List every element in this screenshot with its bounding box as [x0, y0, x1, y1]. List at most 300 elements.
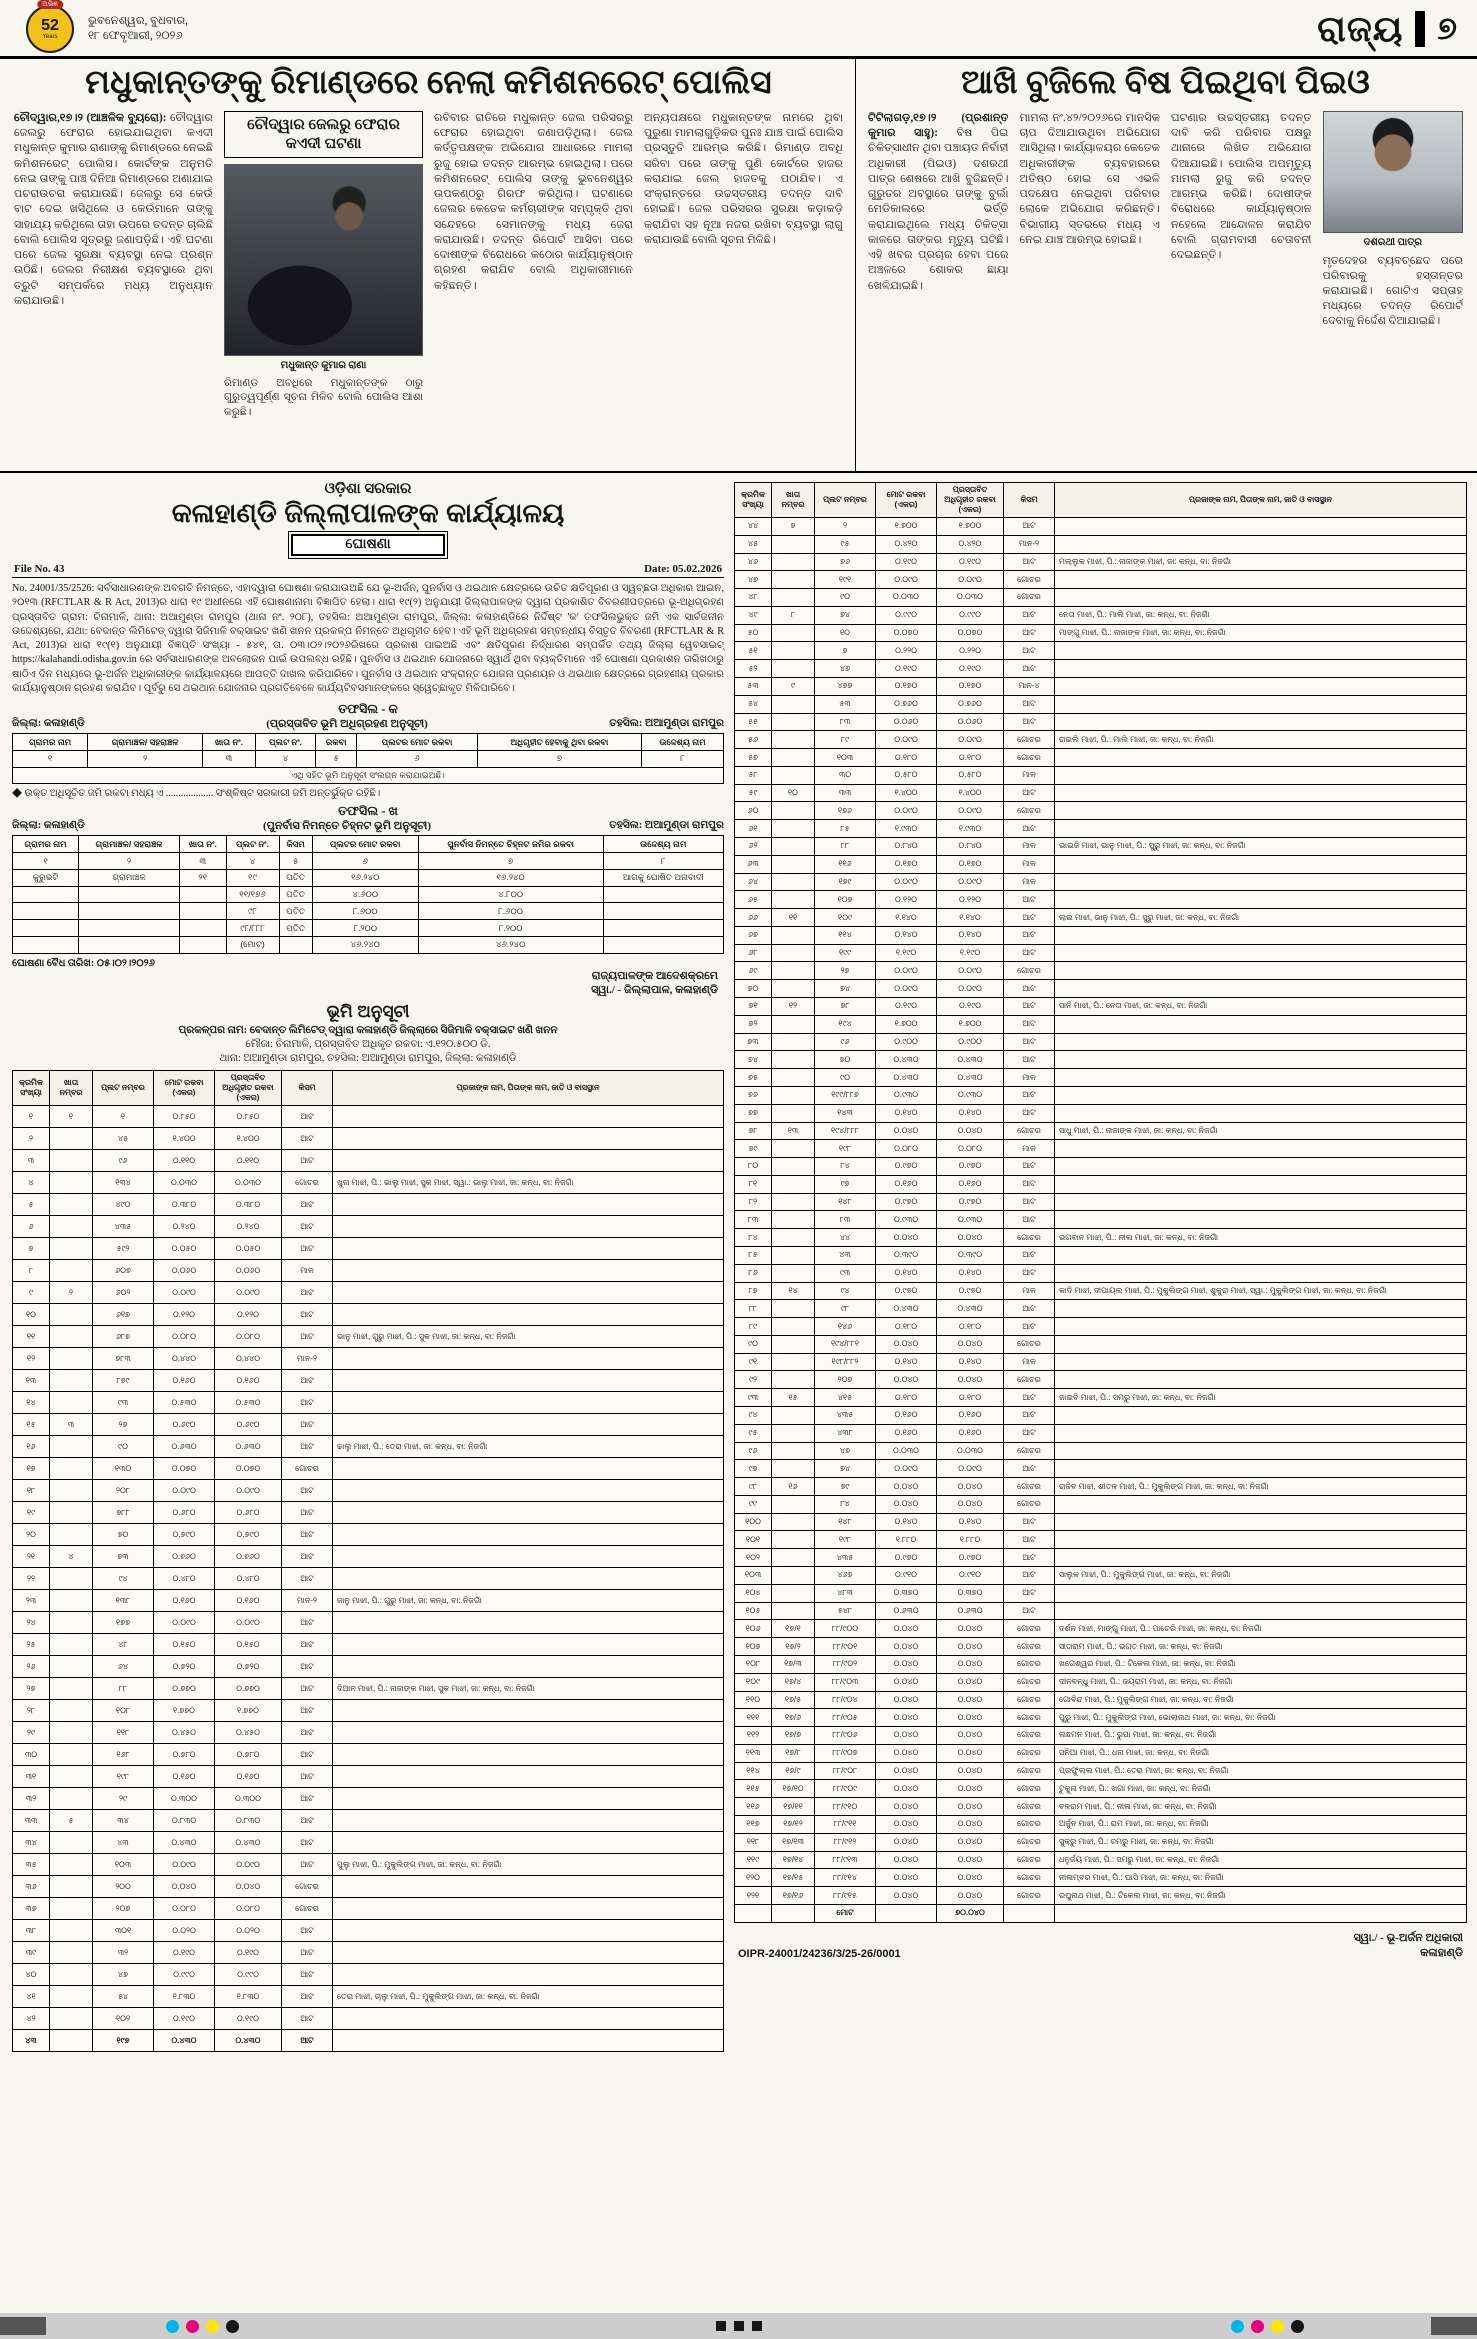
table-cell: ୪୮ — [93, 1634, 154, 1656]
table-cell: ଗୋଚର — [1004, 1620, 1055, 1638]
table-cell: ୬୪ — [735, 873, 772, 891]
table-cell: ୧୭/୬ — [772, 1709, 815, 1727]
table-cell: ୨୩ — [13, 1590, 50, 1612]
table-cell: ଆଟ — [282, 1832, 333, 1854]
table-cell: ୭୦ — [93, 1524, 154, 1546]
table-cell: ଗୋଚର — [1004, 1495, 1055, 1513]
table-row — [13, 1502, 724, 1524]
schedule-b-subtitle: (ପୁନର୍ବାସ ନିମନ୍ତେ ଚିହ୍ନଟ ଭୂମି ଅନୁସୂଚୀ) — [262, 820, 431, 833]
byline: ଚୌଦ୍ୱାର,୧୭।୨ (ଆଞ୍ଚଳିକ ବ୍ୟୁରୋ): — [14, 111, 167, 124]
table-cell: ୦.୧୪୦ — [937, 1513, 1004, 1531]
table-cell: ୩୧ — [13, 1766, 50, 1788]
table-cell: ୧୦୯ — [735, 1673, 772, 1691]
table-cell: ୦.୦୩୦ — [937, 589, 1004, 607]
table-cell: ୧୯୭ — [93, 2030, 154, 2052]
table-cell: ଆଟ — [282, 1788, 333, 1810]
table-cell: ମାଳ — [1004, 873, 1055, 891]
column-header: ଗ୍ରାମର ନାମ — [13, 734, 88, 751]
table-cell: ୪୬ — [735, 553, 772, 571]
table-cell: ଆଟ — [282, 1612, 333, 1634]
table-cell: ୪୬.୨୪୦ — [312, 936, 418, 953]
table-cell: ୧.୯୩୦ — [876, 820, 937, 838]
table-cell: ୦.୦୯୦ — [937, 571, 1004, 589]
table-cell — [772, 820, 815, 838]
column-header: ରକବା — [316, 734, 357, 751]
table-row — [735, 642, 1467, 660]
table-cell: ଆଟ — [282, 1524, 333, 1546]
table-cell: ୧୭/୨ — [772, 1638, 815, 1656]
table-cell: ୧୯୮ — [815, 1140, 876, 1158]
table-cell: ଭାଇଜି ମାଝୀ, ଭାନୁ ମାଝୀ, ପି.: ସୁରୁ ମାଝୀ, ଜା: କନ୍ଧ, ବା: ନିଜଗାଁ — [1055, 838, 1467, 856]
table-row — [735, 820, 1467, 838]
table-cell — [1004, 1904, 1055, 1922]
table-cell: ୧୯୮/୮୮୨ — [815, 1353, 876, 1371]
table-cell: ଗୋଚର — [282, 1898, 333, 1920]
table-cell: ୧୭/୪ — [772, 1673, 815, 1691]
table-cell: ଆଟ — [1004, 1086, 1055, 1104]
table-cell: ୦.୮୫୦ — [154, 1106, 215, 1128]
table-cell: ୦.୧୧୦ — [215, 1150, 282, 1172]
table-cell: ୧.୧୪୦ — [876, 909, 937, 927]
table-cell: ୦.୯୩୦ — [937, 1211, 1004, 1229]
table-cell: ସାଲୁକ ମାଝୀ, ପି.: ମୁକୁଲିଙ୍ଗ ମାଝୀ, ଜା: କନ୍ଧ, ବା: ନିଜଗାଁ — [1055, 1567, 1467, 1585]
table-cell: ୧୭/୧୪ — [772, 1851, 815, 1869]
table-cell: ୨୧ — [180, 869, 227, 886]
table-cell: ୮.୬୦୦ — [418, 903, 603, 920]
table-cell: ଆଟ — [1004, 1549, 1055, 1567]
table-cell: କାଦି ମାଝୀ, ଦୀପାୟଲ ମାଝୀ, ପି.: ମୁକୁଲିଙ୍ଗ ମାଝୀ, ଶୁକୁରା ମାଝୀ, ସ୍ୱା.: ମୁକୁଲିଙ୍ଗ ମାଝୀ, ଜା: କନ୍ଧ, ବା: ନିଜଗାଁ — [1055, 1282, 1467, 1300]
table-cell — [50, 1172, 93, 1194]
table-cell: ୮୪ — [815, 1495, 876, 1513]
table-cell — [1055, 1549, 1467, 1567]
table-cell: ୬୦୭ — [93, 1260, 154, 1282]
table-cell: ୦.୦୬୦ — [154, 1260, 215, 1282]
table-cell: ୨୭ — [13, 1678, 50, 1700]
table-cell: ୧.୪୦୦ — [215, 1128, 282, 1150]
table-cell: ୧.୧୪୦ — [937, 909, 1004, 927]
table-cell: ୫୧ — [735, 642, 772, 660]
table-cell: ୦.୧୭୦ — [937, 677, 1004, 695]
table-cell: ୧୮ — [13, 1480, 50, 1502]
table-row — [735, 926, 1467, 944]
table-cell — [333, 1150, 724, 1172]
article-column-1 — [868, 111, 1009, 463]
registration-square — [716, 2321, 726, 2331]
table-cell — [1055, 1193, 1467, 1211]
table-cell: ୦.୯୯୦ — [215, 1964, 282, 1986]
table-row — [735, 1460, 1467, 1478]
table-cell: ଆଟ — [1004, 1051, 1055, 1069]
table-cell — [79, 903, 180, 920]
table-cell: ୦.୪୫୦ — [215, 1722, 282, 1744]
file-date-row — [12, 560, 724, 578]
table-cell: କୁରୁଭଟି — [13, 869, 79, 886]
table-cell: ରଘୁନାଥ ମାଝୀ, ପି.: ଟିକେଲ ମାଝୀ, ଜା: କନ୍ଧ, ବା: ନିଜଗାଁ — [1055, 1887, 1467, 1905]
table-cell: ୦.୦୯୦ — [876, 571, 937, 589]
table-row — [735, 1104, 1467, 1122]
table-cell — [603, 903, 723, 920]
table-cell — [333, 1964, 724, 1986]
table-cell: ୪୭ — [815, 1442, 876, 1460]
table-cell: ୦.୪୩୦ — [215, 2030, 282, 2052]
table-cell: ୧୧୬ — [735, 1798, 772, 1816]
table-cell: ୧୦୧ — [735, 1531, 772, 1549]
table-cell: ୦.୦୪୦ — [876, 1887, 937, 1905]
table-cell: ଆଟ — [282, 1634, 333, 1656]
table-cell: ୭୬ — [815, 553, 876, 571]
table-cell: ୯୩ — [735, 1389, 772, 1407]
table-row — [735, 1833, 1467, 1851]
table-cell — [79, 886, 180, 903]
table-cell: ୩ — [50, 1414, 93, 1436]
table-cell: ୦.୦୯୦ — [215, 1854, 282, 1876]
table-cell — [50, 2030, 93, 2052]
table-cell — [772, 1904, 815, 1922]
table-cell: ଧନୁର୍ଜୟ ମାଝୀ, ପି.: ସମରୁ ମାଝୀ, ଜା: କନ୍ଧ, ବା: ନିଜଗାଁ — [1055, 1851, 1467, 1869]
table-cell: ୮୩ — [815, 1211, 876, 1229]
table-cell: ୦.୦୩୦ — [154, 1172, 215, 1194]
table-row — [735, 766, 1467, 784]
table-cell: ଲଛମନ ମାଝୀ, ପି.: ରୁପା ମାଝୀ, ଜା: କନ୍ଧ, ବା: ନିଜଗାଁ — [1055, 1727, 1467, 1745]
table-cell: ଆଟ — [282, 1436, 333, 1458]
column-header: ପ୍ଲଟ ନଂ. — [255, 734, 315, 751]
table-cell: ୦.୦୪୦ — [937, 1673, 1004, 1691]
table-cell: ୭୦.୦୪୦ — [937, 1904, 1004, 1922]
table-cell — [772, 1513, 815, 1531]
table-cell: ୦.୭୨୦ — [215, 1656, 282, 1678]
table-cell: ୦.୦୮୦ — [215, 1326, 282, 1348]
table-cell: ଆଟ — [1004, 624, 1055, 642]
table-cell: ୦.୨୨୦ — [876, 642, 937, 660]
table-cell: ୦.୧୪୦ — [937, 1264, 1004, 1282]
table-cell: ପତିତ — [279, 869, 312, 886]
table-cell: ଆଟ — [1004, 642, 1055, 660]
table-cell: ୦.୦୭୦ — [154, 1458, 215, 1480]
table-cell: ୪୧୫ — [815, 1389, 876, 1407]
table-cell: ୦.୧୯୦ — [876, 553, 937, 571]
table-row — [13, 750, 724, 767]
table-cell: ୦.୭୯୦ — [154, 1524, 215, 1546]
table-row — [13, 1304, 724, 1326]
table-cell — [1055, 1246, 1467, 1264]
table-cell: ୦.୦୪୦ — [876, 1709, 937, 1727]
table-cell: ୬୯ — [735, 962, 772, 980]
table-cell: ୦.୧୪୦ — [937, 926, 1004, 944]
table-cell — [333, 1392, 724, 1414]
column-header: ପ୍ରଜାଙ୍କ ନାମ, ପିତାଙ୍କ ନାମ, ଜାତି ଓ ବାସସ୍ଥାନ — [333, 1071, 724, 1106]
table-cell: ୧୭୯ — [815, 873, 876, 891]
table-cell — [772, 1211, 815, 1229]
table-cell — [50, 1964, 93, 1986]
table-cell — [772, 1460, 815, 1478]
table-cell: ଭଗବାନ ମାଝୀ, ପି.: ନୀଳା ମାଝୀ, ଜା: କନ୍ଧ, ବା: ନିଜଗାଁ — [1055, 1229, 1467, 1247]
tehsil-label: ତହସିଲ: ଅଆମୁଣ୍ଡା ରାମପୁର — [609, 820, 724, 832]
table-row — [13, 1546, 724, 1568]
table-cell — [333, 1370, 724, 1392]
table-cell: ୯୮/୮୮୮ — [226, 920, 279, 937]
article-body-text: ମାମଲା ନଂ.୪୨/୨୦୨୬ରେ ମାନସିକ ଚାପ ଦିଆଯାଉଥିବା ଅଭିଯୋଗ ଆସିଥିଲା। କାର୍ଯ୍ୟାଳୟର କେତେକ ଅଧିକାରୀଙ୍କ ବ୍ୟବହାରରେ ଅତିଷ୍ଠ ହୋଇ ସେ ଏଭଳି ପଦକ୍ଷେପ ନେଇଥିବା ପରିବାର ଲୋକେ ଅଭିଯୋଗ କରିଛନ୍ତି। ବିଭାଗୀୟ ସ୍ତରରେ ମଧ୍ୟ ଏ ନେଇ ଯାଞ୍ଚ ଆରମ୍ଭ ହୋଇଛି। — [1019, 111, 1160, 246]
article-body-text: ରବିବାର ରାତିରେ ମଧୁକାନ୍ତ ଜେଲ ପରିସରରୁ ଫେରାର ହୋଇଥିବା ଜଣାପଡ଼ିଥିଲା। ଜେଲ କର୍ତ୍ତୃପକ୍ଷଙ୍କ ଅଭିଯୋଗ ଆଧାରରେ ମାମଲା ରୁଜୁ ହୋଇ ତଦନ୍ତ ଆରମ୍ଭ ହୋଇଥିଲା। ପରେ କମିଶନରେଟ୍ ପୋଲିସ ତାଙ୍କୁ ଭୁବନେଶ୍ୱର ଉପକଣ୍ଠରୁ ଗିରଫ କରିଥିଲା। ଘଟଣାରେ ଜେଲର କେତେକ କର୍ମଚାରୀଙ୍କ ସମ୍ପୃକ୍ତି ଥିବା ସନ୍ଦେହରେ ସେମାନଙ୍କୁ ମଧ୍ୟ ଜେରା କରାଯାଉଛି। ତଦନ୍ତ ରିପୋର୍ଟ ଆସିବା ପରେ ଦୋଷୀଙ୍କ ବିରୋଧରେ କଠୋର କାର୍ଯ୍ୟାନୁଷ୍ଠାନ ଗ୍ରହଣ କରାଯିବ ବୋଲି ଅଧିକାରୀମାନେ କହିଛନ୍ତି। — [434, 111, 633, 292]
table-cell — [772, 926, 815, 944]
table-row — [13, 1832, 724, 1854]
table-cell: ତେରା ମାଝୀ, ଚାଲୁ ମାଝୀ, ପି.: ମୁକୁଲିଙ୍ଗ ମାଝୀ, ଜା: କନ୍ଧ, ବା: ନିଜଗାଁ — [333, 1986, 724, 2008]
table-cell: ଆଟ — [1004, 1567, 1055, 1585]
table-cell: ୦.୦୯୦ — [215, 1282, 282, 1304]
article-columns — [868, 111, 1463, 463]
table-cell: ୬ — [312, 853, 418, 870]
table-cell — [603, 936, 723, 953]
table-header-row — [13, 836, 724, 853]
table-cell: ୦.୦୪୦ — [876, 1495, 937, 1513]
table-cell: ୮୩ — [815, 713, 876, 731]
table-cell: ୦.୦୪୦ — [937, 1744, 1004, 1762]
table-cell: ୦.୬୯୦ — [154, 1414, 215, 1436]
table-cell: ଆଟ — [282, 1128, 333, 1150]
table-cell: ୧୦୩ — [735, 1567, 772, 1585]
table-cell: ୦.୦୪୦ — [876, 1869, 937, 1887]
table-cell: ୦.୫୮୦ — [937, 766, 1004, 784]
top-articles-row — [0, 59, 1477, 473]
table-cell — [1055, 784, 1467, 802]
table-cell: ୨ — [13, 1128, 50, 1150]
table-cell: ୨୦୭ — [93, 1898, 154, 1920]
column-header: ପ୍ଲଟର ମୋଟ ରକବା — [312, 836, 418, 853]
table-cell: ୦.୯୯୦ — [876, 606, 937, 624]
table-cell: ୧୦୦ — [735, 1513, 772, 1531]
table-cell — [180, 886, 227, 903]
table-cell: ୭୮ — [735, 1122, 772, 1140]
table-cell — [1055, 1407, 1467, 1425]
table-cell: ୧୦୬ — [735, 1620, 772, 1638]
table-cell: ୮୮ — [815, 838, 876, 856]
table-cell: ୦.୦୬୦ — [876, 713, 937, 731]
table-cell: ୪୭ — [815, 660, 876, 678]
table-cell: ୦.୦୪୦ — [876, 1727, 937, 1745]
table-cell — [50, 1326, 93, 1348]
table-cell: ଗୋଚର — [1004, 1869, 1055, 1887]
table-cell: ୩୦ — [13, 1744, 50, 1766]
table-cell: ୦.୦୪୦ — [876, 1780, 937, 1798]
table-cell: ଆଟ — [1004, 926, 1055, 944]
table-row — [13, 1788, 724, 1810]
table-cell: ୪୩୮ — [815, 1424, 876, 1442]
table-cell: ୦.୯୩୦ — [876, 1086, 937, 1104]
table-cell: ୨ — [50, 1282, 93, 1304]
table-cell — [772, 1407, 815, 1425]
table-row — [735, 1158, 1467, 1176]
table-cell: ସୁକ୍ରୁ ମାଝୀ, ପି.: ଚମରୁ ମାଝୀ, ଜା: କନ୍ଧ, ବା: ନିଜଗାଁ — [1055, 1833, 1467, 1851]
article-body-text: ଚୌଦ୍ୱାର ଜେଲରୁ ଫେରାର ହୋଇଯାଇଥିବା କଏଦୀ ମଧୁକାନ୍ତ କୁମାର ରାଣାଙ୍କୁ ରିମାଣ୍ଡରେ ନେଇଛି କମିଶନରେଟ୍ ପୋଲିସ। କୋର୍ଟଙ୍କ ଅନୁମତି ନେଇ ତାଙ୍କୁ ପାଞ୍ଚ ଦିନିଆ ରିମାଣ୍ଡରେ ଅଣାଯାଇ ପଚରାଉଚରା କରାଯାଉଛି। ଜେଲରୁ ସେ କେଉଁ ବାଟ ଦେଇ ଖସିଥିଲେ ଓ କେଉଁମାନେ ତାଙ୍କୁ ସାହାଯ୍ୟ କରିଥିଲେ ତାହା ଉପରେ ତଦନ୍ତ ଚାଲିଛି ବୋଲି ପୋଲିସ ସୂତ୍ରରୁ ଜଣାପଡ଼ିଛି। ଏହି ଘଟଣା ପରେ ଜେଲ ସୁରକ୍ଷା ବ୍ୟବସ୍ଥା ନେଇ ପ୍ରଶ୍ନ ଉଠିଛି। ଜେଲର ନିରୀକ୍ଷଣ ବ୍ୟବସ୍ଥାରେ ଥିବା ତ୍ରୁଟି ସମ୍ପର୍କରେ ମଧ୍ୟ ଅନୁଧ୍ୟାନ କରାଯାଉଛି। — [14, 111, 213, 307]
table-cell: ୮୪ — [735, 1229, 772, 1247]
table-cell: ୪୯୦ — [93, 1194, 154, 1216]
table-cell — [772, 1549, 815, 1567]
table-row — [13, 936, 724, 953]
table-cell: ୨୬ — [13, 1656, 50, 1678]
table-cell — [50, 1260, 93, 1282]
table-cell: ୦.୪୪୦ — [215, 1348, 282, 1370]
table-cell: ୧୭/୯ — [772, 1762, 815, 1780]
table-cell: ୭ — [772, 517, 815, 535]
table-row — [13, 869, 724, 886]
table-cell: ୫୮ — [735, 766, 772, 784]
table-cell — [50, 1370, 93, 1392]
article-column-2 — [224, 111, 423, 463]
table-cell: ୧୧୭ — [735, 1815, 772, 1833]
kicker-box: ଚୌଦ୍ୱାର ଜେଲରୁ ଫେରାର କଏଦୀ ଘଟଣା — [224, 111, 423, 159]
table-cell: ୧୭/୧୨ — [772, 1815, 815, 1833]
table-row — [735, 1744, 1467, 1762]
table-cell: ୦.୯୦୦ — [876, 1033, 937, 1051]
table-cell — [50, 1392, 93, 1414]
table-cell: ୦.୦୯୦ — [154, 1854, 215, 1876]
article-columns — [14, 111, 843, 463]
table-row — [735, 1495, 1467, 1513]
table-cell: ଆଟ — [1004, 1264, 1055, 1282]
column-header: ଉଦ୍ଦେଶ୍ୟ ନାମ — [603, 836, 723, 853]
table-cell: ୧୯୯/୮୮୭ — [815, 1086, 876, 1104]
table-cell: ୦.୦୬୦ — [215, 1260, 282, 1282]
table-cell: ୮୮/୯୧୪ — [815, 1869, 876, 1887]
table-cell — [1055, 1033, 1467, 1051]
table-cell: ୯୮ — [815, 1300, 876, 1318]
table-cell: ୪୩ — [815, 1246, 876, 1264]
table-cell — [333, 1524, 724, 1546]
table-row — [735, 1407, 1467, 1425]
table-row — [735, 909, 1467, 927]
table-cell: ୨୨ — [13, 1568, 50, 1590]
table-cell: ଆଟ — [282, 1502, 333, 1524]
article-madhukant-remand — [0, 59, 856, 471]
notice-body-text: No. 24001/35/2526: ସର୍ବସାଧାରଣଙ୍କ ଅବଗତି ନିମନ୍ତେ, ଏହାଦ୍ୱାରା ଘୋଷଣା କରାଯାଉଅଛି ଯେ ଭୂ-ଅର୍ଜନ, ପୁନର୍ବାସ ଓ ଥଇଥାନ କ୍ଷେତ୍ରରେ ଉଚିତ କ୍ଷତିପୂରଣ ଓ ସ୍ୱଚ୍ଛତା ଅଧିକାର ଆଇନ, ୨୦୧୩ (RFCTLAR & R Act, 2013)ର ଧାରା ୧୯ ଅଧୀନରେ ଏହି ଘୋଷଣାନାମା ବିଜ୍ଞାପିତ ହେଲା। ଧାରା ୧୯(୨) ଅନୁଯାୟୀ ଜିଲ୍ଲାପାଳଙ୍କ ଦ୍ୱାରା ପ୍ରକାଶିତ ବିବରଣୀପତ୍ରରେ ଭୂ-ଅଧିଗ୍ରହଣ ପ୍ରସ୍ତାବିତ ଗ୍ରାମ: ଚିନାମାଳି, ଥାନା: ଅଆମୁଣ୍ଡା ରାମପୁର (ଥାନା ନଂ. ୨୦୮), ତହସିଲ: ଅଆମୁଣ୍ଡା ରାମପୁର, ଜିଲ୍ଲା: କଳାହାଣ୍ଡିରେ ନିର୍ଦ୍ଦିଷ୍ଟ 'କ' ତଫସିଲଭୁକ୍ତ ଜମି ଏକ ସାର୍ବଜନୀନ ଉଦ୍ଦେଶ୍ୟରେ, ଯଥା: ବେଦାନ୍ତ ଲିମିଟେଡ୍ ଦ୍ୱାରା ସିଜିମାଳି ବକ୍ସାଇଟ ଖଣି ଖନନ ପ୍ରକଳ୍ପ ନିମନ୍ତେ ଅଧିଗୃହୀତ ହେବ। ଏହି ଭୂମି ଅଧିଗ୍ରହଣ ସମ୍ବନ୍ଧୀୟ ବିସ୍ତୃତ ବିବରଣୀ (RFCTLAR & R Act, 2013)ର ଧାରା ୧୯(୧) ଅନୁଯାୟୀ ବିଜ୍ଞପ୍ତି ସଂଖ୍ୟା - ୫୪୧, ତା. ୦୩।୦୨।୨୦୨୬ରିଖରେ ପ୍ରକାଶ ପାଇଅଛି ଏବଂ କ୍ଷତିପୂରଣ ନିର୍ଦ୍ଧାରଣ ସମ୍ପର୍କିତ ତଥ୍ୟ ଜିଲ୍ଲା ୱେବସାଇଟ୍ https://kalahandi.odisha.gov.in ରେ ସର୍ବସାଧାରଣଙ୍କ ଅବଲୋକନ ପାଇଁ ଉପଲବ୍ଧ ରହିଛି। ପୁନର୍ବାସ ଓ ଥଇଥାନ ଯୋଜନାରେ ସ୍ୱାର୍ଥ ଥିବା ବ୍ୟକ୍ତିମାନେ ଏହି ଘୋଷଣା ପ୍ରକାଶନ ତାରିଖଠାରୁ ଷାଠିଏ ଦିନ ମଧ୍ୟରେ ଭୂ-ଅର୍ଜନ ଅଧିକାରୀଙ୍କ କାର୍ଯ୍ୟାଳୟରେ ଆପତ୍ତି ଦାଖଲ କରିପାରିବେ। ପୁନର୍ବାସ ଓ ଥଇଥାନ ସଂକ୍ରାନ୍ତ ଯୋଜନା ପ୍ରଣୟନ ଓ ଥଇଥାନ କ୍ଷେତ୍ରରେ ଗ୍ରହଣୀୟ ପ୍ରକାର କାର୍ଯ୍ୟାନୁଷ୍ଠାନ ଗ୍ରହଣ କରାଯିବ। ପୂର୍ବରୁ ସେ ଥଇଥାନ ଯୋଜନାର ପ୍ରଗତିବେଳେ କାର୍ଯ୍ୟଟିବସମାନଙ୍କରେ ସ୍ୱେଚ୍ଛାକୃତ ମିଳିପାରିବେ। — [12, 583, 724, 694]
table-cell: ସନିଆ ମାଝୀ, ପି.: ଧନା ମାଝୀ, ଜା: କନ୍ଧ, ବା: ନିଜଗାଁ — [1055, 1744, 1467, 1762]
table-cell: ୦.୭୬୦ — [876, 695, 937, 713]
table-cell: ୧୪ — [772, 1282, 815, 1300]
table-row — [735, 1300, 1467, 1318]
table-cell: ୪୭ — [93, 1964, 154, 1986]
table-cell: ୯ — [772, 677, 815, 695]
table-cell: ୦.୬୮୦ — [154, 1502, 215, 1524]
table-row — [13, 1128, 724, 1150]
table-cell — [333, 1480, 724, 1502]
order-by-line: ରାଜ୍ୟପାଳଙ୍କ ଆଦେଶକ୍ରମେ — [591, 969, 718, 982]
table-cell: ୨୭ — [815, 962, 876, 980]
table-cell: ମାଳ — [1004, 1282, 1055, 1300]
newspaper-logo — [26, 0, 74, 53]
column-header: ଖାତା ନଂ. — [202, 734, 255, 751]
table-cell: ଆଟ — [1004, 713, 1055, 731]
table-row — [13, 1898, 724, 1920]
table-cell — [333, 2030, 724, 2052]
table-cell: ୧୭/୧୧ — [772, 1798, 815, 1816]
table-cell: ୦.୧୮୦ — [876, 749, 937, 767]
notice-right-column — [734, 478, 1467, 2052]
table-cell — [772, 1069, 815, 1087]
table-cell: ୮୯ — [815, 731, 876, 749]
table-cell: ୬୧ — [735, 820, 772, 838]
schedule-a-note: ◆ ଉକ୍ତ ଅଧିସୂଚିତ ଜମି ରକବା ମଧ୍ୟ ଏ ................... ସଂଶ୍ଳିଷ୍ଟ ସରକାରୀ ଜମି ଅନ୍ତର୍ଭୁକ୍ତ ରହିଛି। — [12, 788, 381, 800]
table-cell — [772, 980, 815, 998]
table-cell — [50, 1458, 93, 1480]
table-cell — [50, 1942, 93, 1964]
table-cell: ୦.୦୫୦ — [215, 1238, 282, 1260]
table-cell: ୯୦ — [815, 1069, 876, 1087]
table-cell: ଆଟ — [282, 2008, 333, 2030]
office-name: କଳାହାଣ୍ଡି ଜିଲ୍ଲାପାଳଙ୍କ କାର୍ଯ୍ୟାଳୟ — [171, 497, 565, 528]
table-cell: ୦.୪୨୦ — [876, 535, 937, 553]
table-cell: ୯୭ — [735, 1460, 772, 1478]
table-cell — [1055, 944, 1467, 962]
table-cell: ୯୦ — [735, 1335, 772, 1353]
table-cell — [772, 1051, 815, 1069]
table-cell: ୦.୪୩୦ — [937, 1300, 1004, 1318]
column-header: କିସମ — [282, 1071, 333, 1106]
table-cell: ୩୦୧ — [93, 1920, 154, 1942]
table-row — [735, 944, 1467, 962]
table-cell: ୮୭୯ — [93, 1370, 154, 1392]
table-cell: ୨୦୭ — [815, 1371, 876, 1389]
table-row — [13, 1150, 724, 1172]
table-cell — [180, 920, 227, 937]
table-cell: ୦.୨୪୦ — [215, 1216, 282, 1238]
yellow-dot — [206, 2320, 219, 2333]
table-row — [735, 1762, 1467, 1780]
table-cell — [772, 1104, 815, 1122]
table-cell — [772, 1158, 815, 1176]
table-cell — [772, 624, 815, 642]
table-row — [735, 1211, 1467, 1229]
column-header: କ୍ରମିକ ସଂଖ୍ୟା — [13, 1071, 50, 1106]
table-cell: ୯୪ — [735, 1407, 772, 1425]
table-cell: ଦର୍ଶନ ମାଝୀ, ମାଙ୍ଗୁ ମାଝୀ, ପି.: ପାଚେରି ମାଝୀ, ଜା: କନ୍ଧ, ବା: ନିଜଗାଁ — [1055, 1620, 1467, 1638]
table-cell: ଆଟ — [282, 1656, 333, 1678]
table-cell — [772, 1264, 815, 1282]
table-cell: ଗୋଚର — [1004, 1638, 1055, 1656]
table-cell — [1055, 1371, 1467, 1389]
table-cell: ୧.୭୦୦ — [876, 1015, 937, 1033]
table-cell: ୦.୬୩୦ — [937, 1602, 1004, 1620]
table-cell: ୦.୦୭୦ — [215, 1458, 282, 1480]
table-cell: ୮୮/୯୧୧ — [815, 1815, 876, 1833]
table-cell: ୧୦୯ — [815, 909, 876, 927]
table-cell: ୦.୧୯୦ — [937, 998, 1004, 1016]
table-cell: ୫ — [50, 1810, 93, 1832]
table-row — [735, 1069, 1467, 1087]
table-cell: ୦.୧୬୦ — [876, 1407, 937, 1425]
logo-circle — [26, 5, 74, 53]
table-cell — [1055, 926, 1467, 944]
table-cell: ମାଳ — [282, 1260, 333, 1282]
table-cell: ୦.୭୮୦ — [154, 1744, 215, 1766]
table-cell: ୨୦୮ — [93, 1480, 154, 1502]
column-header: ପ୍ଲଟ ନମ୍ବର — [815, 482, 876, 517]
land-officer-signature-block — [1354, 1931, 1463, 1961]
table-cell: ୦.୧୫୦ — [154, 1634, 215, 1656]
table-cell: ୧୯୮ — [815, 1531, 876, 1549]
table-cell: ୪ — [50, 1546, 93, 1568]
table-cell: ୮୮/୯୦୩ — [815, 1673, 876, 1691]
table-cell: ୪୩ — [13, 2030, 50, 2052]
table-cell: ୮୮/୯୦୪ — [815, 1691, 876, 1709]
table-cell — [1055, 535, 1467, 553]
table-cell: ୪.୮୦୦ — [418, 886, 603, 903]
table-cell: ଖୁନା ମାଝୀ, ପି.: ଭାଲୁ ମାଝୀ, ସୁକ ମାଝୀ, ସ୍ୱା.: ଭାଲୁ ମାଝୀ, ଜା: କନ୍ଧ, ବା: ନିଜଗାଁ — [333, 1172, 724, 1194]
table-cell: ୧୧୨ — [735, 1727, 772, 1745]
table-cell: ୧୦୩ — [93, 1854, 154, 1876]
table-cell: ୦.୧୬୦ — [154, 1370, 215, 1392]
table-cell — [1055, 1086, 1467, 1104]
table-row — [735, 980, 1467, 998]
table-cell — [772, 802, 815, 820]
